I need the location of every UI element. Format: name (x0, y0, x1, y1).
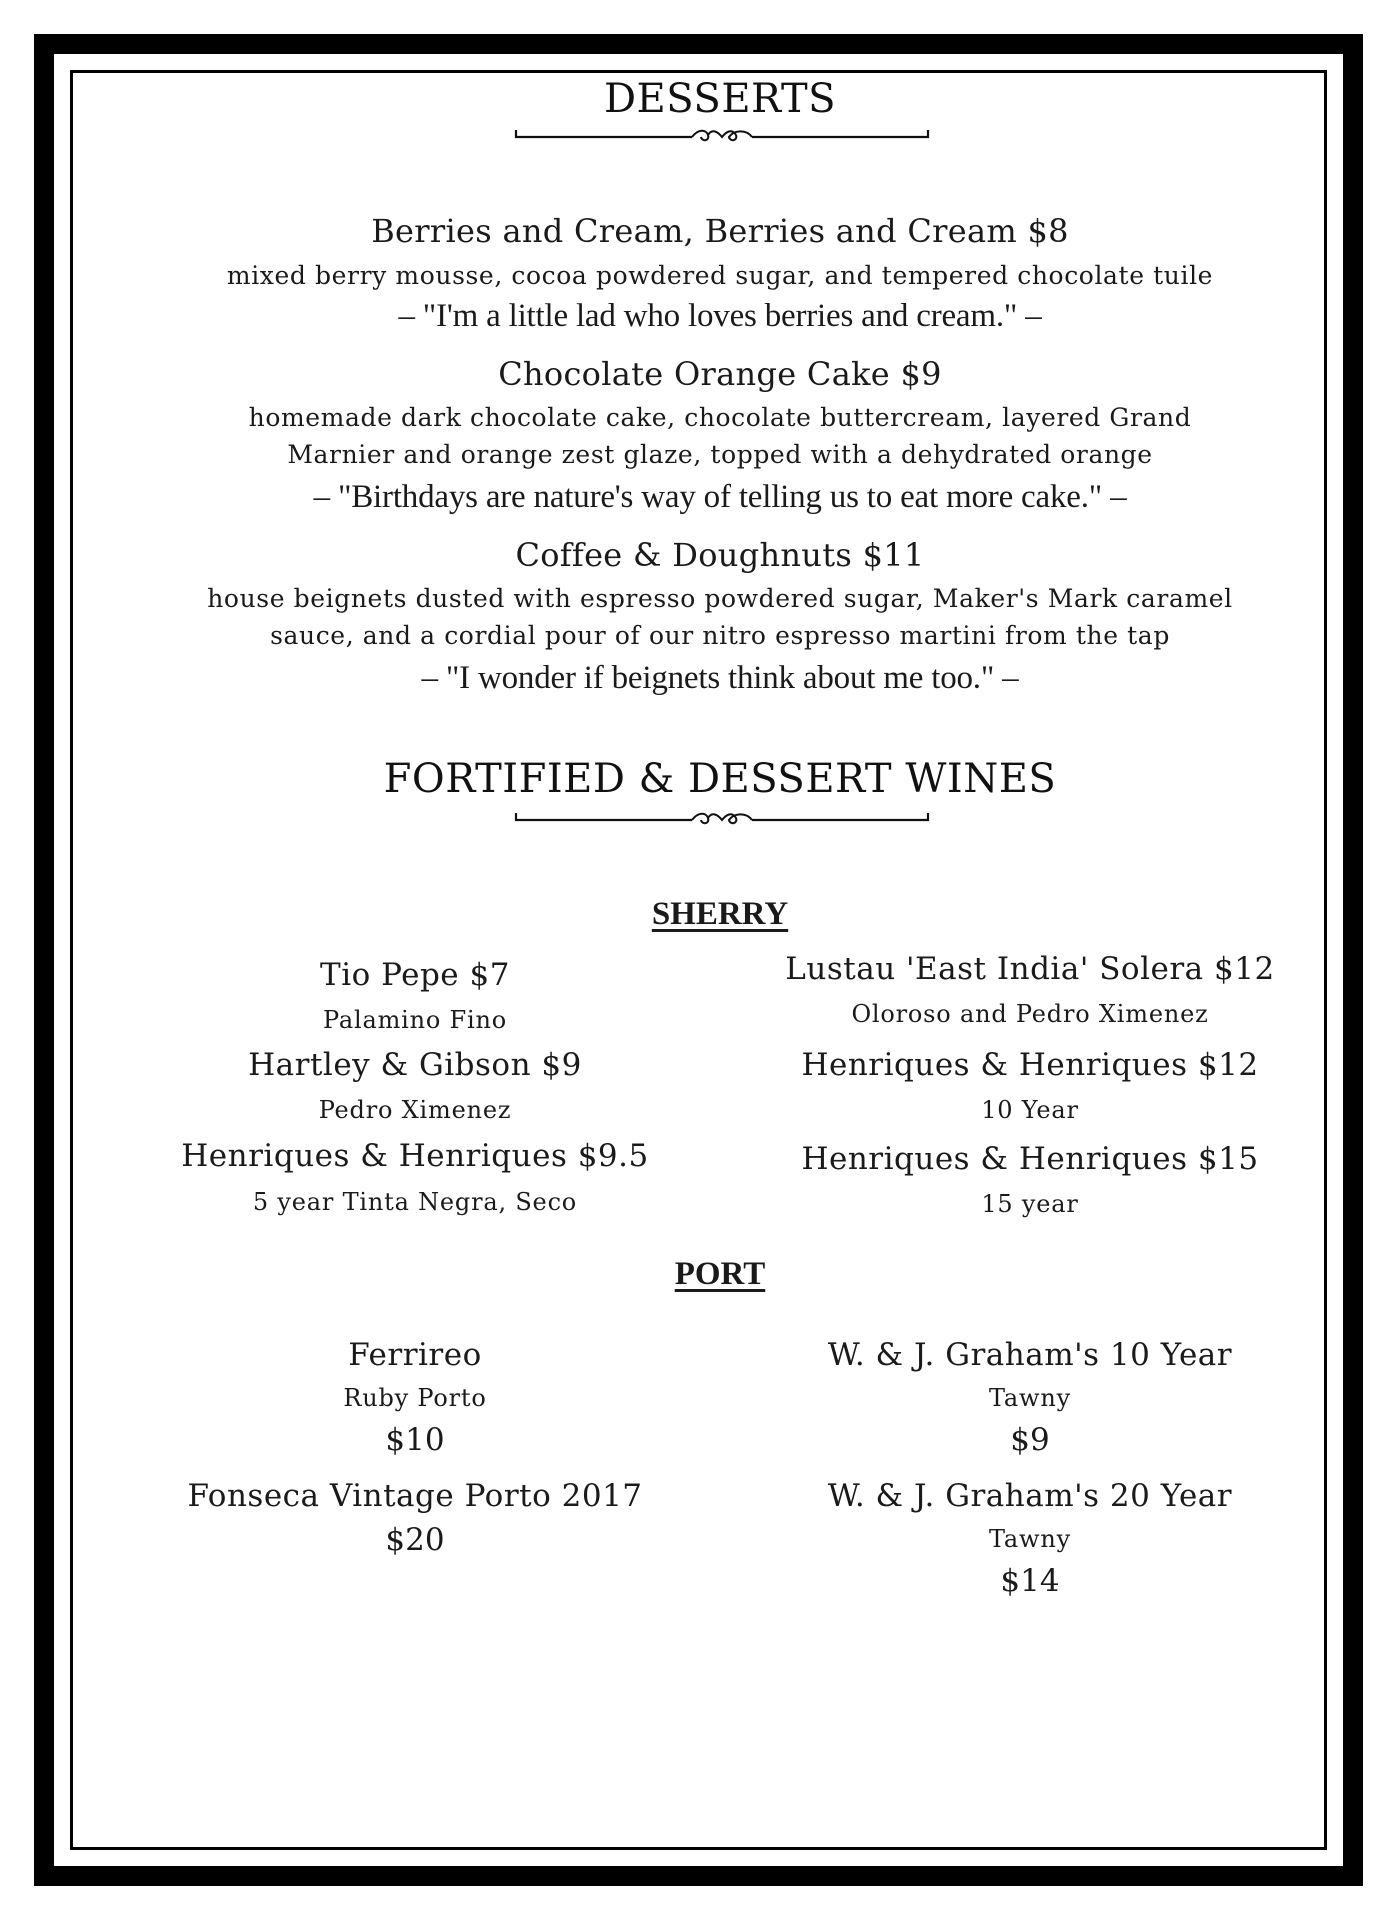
dessert-item-title: Coffee & Doughnuts $11 (515, 536, 925, 574)
wine-price: $14 (1000, 1563, 1060, 1599)
wine-note: Oloroso and Pedro Ximenez (851, 1000, 1209, 1028)
wine-name: Hartley & Gibson $9 (248, 1047, 582, 1083)
dessert-item-quote: – "I'm a little lad who loves berries and cream." – (398, 298, 1042, 334)
wine-name: Lustau 'East India' Solera $12 (785, 951, 1275, 987)
wine-name: Henriques & Henriques $15 (801, 1141, 1259, 1177)
wine-name: Ferrireo (348, 1337, 482, 1373)
flourish-divider (512, 124, 932, 150)
dessert-item-description: sauce, and a cordial pour of our nitro espresso martini from the tap (270, 621, 1170, 650)
flourish-divider (512, 807, 932, 833)
wine-note: Tawny (988, 1384, 1071, 1412)
wine-note: Pedro Ximenez (318, 1096, 512, 1124)
wine-note: Tawny (988, 1525, 1071, 1553)
wine-note: Ruby Porto (343, 1384, 487, 1412)
dessert-item-description: mixed berry mousse, cocoa powdered sugar, and tempered chocolate tuile (226, 261, 1214, 290)
wine-note: 15 year (981, 1190, 1079, 1218)
dessert-item-quote: – "I wonder if beignets think about me too." – (421, 660, 1019, 696)
wine-name: Tio Pepe $7 (320, 957, 510, 993)
wine-note: 5 year Tinta Negra, Seco (252, 1188, 578, 1216)
dessert-item-description: Marnier and orange zest glaze, topped with a dehydrated orange (287, 440, 1153, 469)
dessert-item-description: house beignets dusted with espresso powdered sugar, Maker's Mark caramel (207, 584, 1233, 613)
port-subheading: PORT (674, 1256, 766, 1292)
wine-name: Fonseca Vintage Porto 2017 (187, 1478, 643, 1514)
dessert-item-quote: – "Birthdays are nature's way of telling us to eat more cake." – (313, 479, 1127, 515)
wine-name: Henriques & Henriques $12 (801, 1047, 1259, 1083)
wine-note: 10 Year (981, 1096, 1079, 1124)
wine-price: $10 (385, 1422, 445, 1458)
sherry-subheading: SHERRY (651, 896, 789, 932)
wine-name: W. & J. Graham's 10 Year (827, 1337, 1233, 1373)
wine-note: Palamino Fino (323, 1006, 507, 1034)
wine-price: $9 (1010, 1422, 1050, 1458)
desserts-heading: DESSERTS (603, 76, 837, 122)
dessert-item-title: Chocolate Orange Cake $9 (498, 355, 942, 393)
wine-name: W. & J. Graham's 20 Year (827, 1478, 1233, 1514)
wines-heading: FORTIFIED & DESSERT WINES (383, 756, 1057, 802)
dessert-item-title: Berries and Cream, Berries and Cream $8 (371, 212, 1069, 250)
dessert-item-description: homemade dark chocolate cake, chocolate buttercream, layered Grand (248, 403, 1192, 432)
wine-name: Henriques & Henriques $9.5 (181, 1138, 649, 1174)
wine-price: $20 (385, 1522, 445, 1558)
